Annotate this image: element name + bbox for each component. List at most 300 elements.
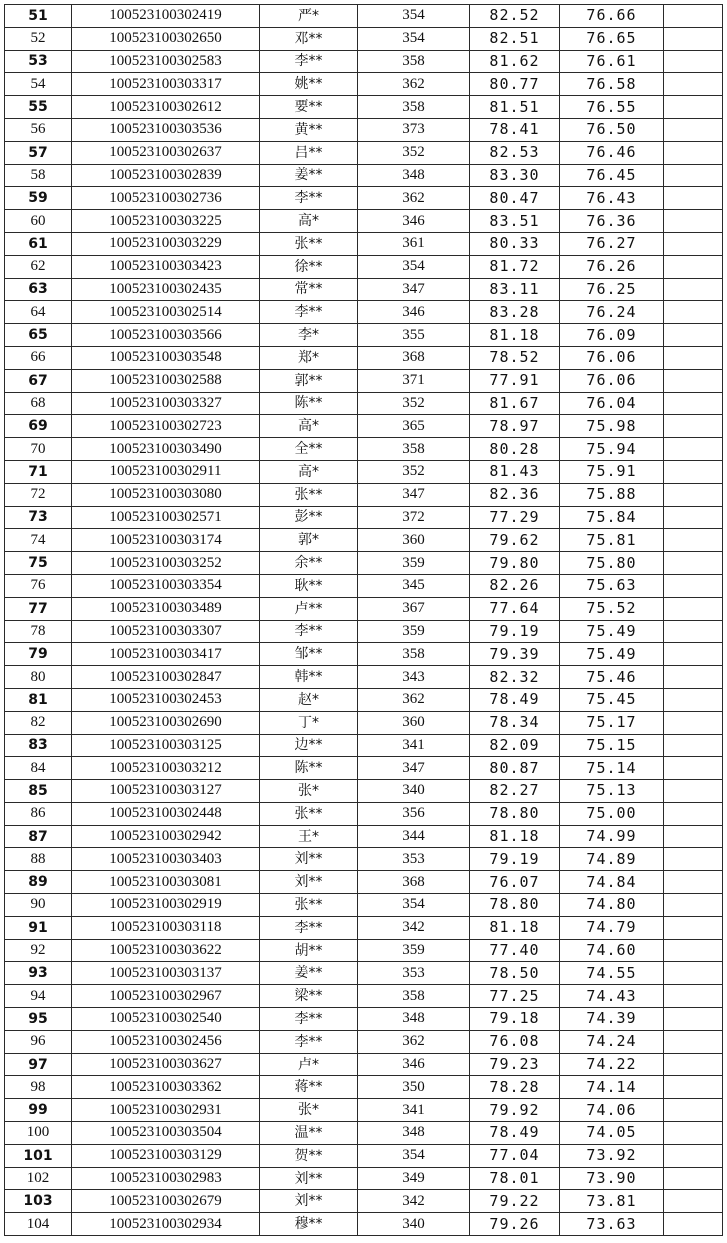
table-row [5, 73, 723, 96]
interview-score-cell: 78.28 [470, 1076, 560, 1099]
table-row [5, 1213, 723, 1236]
table-row [5, 346, 723, 369]
table-row [5, 1053, 723, 1076]
candidate-name-cell: 耿** [260, 574, 358, 597]
candidate-name-cell: 张** [260, 894, 358, 917]
remark-cell [664, 1213, 723, 1236]
candidate-name-cell: 刘** [260, 871, 358, 894]
candidate-id-cell: 100523100303354 [72, 574, 260, 597]
candidate-name-cell: 梁** [260, 985, 358, 1008]
table-row [5, 255, 723, 278]
written-score-cell: 340 [358, 1213, 470, 1236]
remark-cell [664, 597, 723, 620]
candidate-id-cell: 100523100302456 [72, 1030, 260, 1053]
candidate-id-cell: 100523100302612 [72, 96, 260, 119]
remark-cell [664, 529, 723, 552]
table-row [5, 916, 723, 939]
table-row [5, 597, 723, 620]
total-score-cell: 76.46 [560, 141, 664, 164]
remark-cell [664, 1053, 723, 1076]
remark-cell [664, 50, 723, 73]
remark-cell [664, 574, 723, 597]
interview-score-cell: 77.40 [470, 939, 560, 962]
total-score-cell: 74.99 [560, 825, 664, 848]
remark-cell [664, 711, 723, 734]
candidate-name-cell: 李** [260, 916, 358, 939]
table-row [5, 529, 723, 552]
written-score-cell: 362 [358, 688, 470, 711]
interview-score-cell: 82.52 [470, 5, 560, 28]
table-row [5, 1144, 723, 1167]
candidate-id-cell: 100523100303081 [72, 871, 260, 894]
table-row [5, 734, 723, 757]
candidate-name-cell: 高* [260, 460, 358, 483]
remark-cell [664, 187, 723, 210]
written-score-cell: 372 [358, 506, 470, 529]
interview-score-cell: 77.91 [470, 369, 560, 392]
total-score-cell: 73.81 [560, 1190, 664, 1213]
interview-score-cell: 78.41 [470, 118, 560, 141]
table-row [5, 187, 723, 210]
candidate-name-cell: 张** [260, 802, 358, 825]
candidate-id-cell: 100523100302723 [72, 415, 260, 438]
rank-cell: 89 [5, 871, 72, 894]
candidate-name-cell: 邓** [260, 27, 358, 50]
rank-cell: 53 [5, 50, 72, 73]
written-score-cell: 360 [358, 529, 470, 552]
total-score-cell: 75.49 [560, 643, 664, 666]
rank-cell: 79 [5, 643, 72, 666]
remark-cell [664, 141, 723, 164]
candidate-id-cell: 100523100302967 [72, 985, 260, 1008]
candidate-id-cell: 100523100302690 [72, 711, 260, 734]
total-score-cell: 74.39 [560, 1008, 664, 1031]
table-row [5, 574, 723, 597]
rank-cell: 65 [5, 324, 72, 347]
interview-score-cell: 78.97 [470, 415, 560, 438]
written-score-cell: 358 [358, 96, 470, 119]
candidate-id-cell: 100523100302911 [72, 460, 260, 483]
interview-score-cell: 79.26 [470, 1213, 560, 1236]
written-score-cell: 371 [358, 369, 470, 392]
candidate-id-cell: 100523100302919 [72, 894, 260, 917]
total-score-cell: 75.13 [560, 780, 664, 803]
candidate-id-cell: 100523100303423 [72, 255, 260, 278]
table-row [5, 939, 723, 962]
total-score-cell: 75.00 [560, 802, 664, 825]
candidate-name-cell: 胡** [260, 939, 358, 962]
table-row [5, 301, 723, 324]
written-score-cell: 346 [358, 301, 470, 324]
rank-cell: 99 [5, 1099, 72, 1122]
remark-cell [664, 346, 723, 369]
total-score-cell: 75.14 [560, 757, 664, 780]
total-score-cell: 76.50 [560, 118, 664, 141]
table-body [5, 5, 723, 1236]
table-row [5, 50, 723, 73]
remark-cell [664, 1099, 723, 1122]
interview-score-cell: 82.51 [470, 27, 560, 50]
rank-cell: 93 [5, 962, 72, 985]
remark-cell [664, 620, 723, 643]
written-score-cell: 358 [358, 985, 470, 1008]
remark-cell [664, 5, 723, 28]
total-score-cell: 74.79 [560, 916, 664, 939]
remark-cell [664, 894, 723, 917]
remark-cell [664, 825, 723, 848]
rank-cell: 95 [5, 1008, 72, 1031]
rank-cell: 86 [5, 802, 72, 825]
candidate-id-cell: 100523100303417 [72, 643, 260, 666]
rank-cell: 104 [5, 1213, 72, 1236]
interview-score-cell: 78.01 [470, 1167, 560, 1190]
remark-cell [664, 871, 723, 894]
interview-score-cell: 80.77 [470, 73, 560, 96]
candidate-id-cell: 100523100303174 [72, 529, 260, 552]
rank-cell: 68 [5, 392, 72, 415]
table-row [5, 666, 723, 689]
candidate-id-cell: 100523100302847 [72, 666, 260, 689]
candidate-id-cell: 100523100302448 [72, 802, 260, 825]
total-score-cell: 74.89 [560, 848, 664, 871]
candidate-id-cell: 100523100303548 [72, 346, 260, 369]
total-score-cell: 74.22 [560, 1053, 664, 1076]
candidate-id-cell: 100523100303229 [72, 232, 260, 255]
candidate-id-cell: 100523100302983 [72, 1167, 260, 1190]
written-score-cell: 348 [358, 1122, 470, 1145]
interview-score-cell: 78.49 [470, 688, 560, 711]
table-row [5, 871, 723, 894]
candidate-name-cell: 郭* [260, 529, 358, 552]
interview-score-cell: 81.18 [470, 916, 560, 939]
candidate-name-cell: 李** [260, 620, 358, 643]
total-score-cell: 76.25 [560, 278, 664, 301]
written-score-cell: 342 [358, 1190, 470, 1213]
table-row [5, 210, 723, 233]
interview-score-cell: 77.29 [470, 506, 560, 529]
remark-cell [664, 232, 723, 255]
candidate-name-cell: 李** [260, 301, 358, 324]
rank-cell: 73 [5, 506, 72, 529]
written-score-cell: 344 [358, 825, 470, 848]
candidate-id-cell: 100523100302419 [72, 5, 260, 28]
candidate-name-cell: 卢** [260, 597, 358, 620]
written-score-cell: 341 [358, 734, 470, 757]
remark-cell [664, 643, 723, 666]
remark-cell [664, 916, 723, 939]
candidate-id-cell: 100523100303566 [72, 324, 260, 347]
total-score-cell: 75.52 [560, 597, 664, 620]
interview-score-cell: 80.33 [470, 232, 560, 255]
candidate-name-cell: 李** [260, 187, 358, 210]
candidate-name-cell: 彭** [260, 506, 358, 529]
table-row [5, 1167, 723, 1190]
total-score-cell: 76.09 [560, 324, 664, 347]
written-score-cell: 362 [358, 187, 470, 210]
rank-cell: 71 [5, 460, 72, 483]
rank-cell: 103 [5, 1190, 72, 1213]
remark-cell [664, 802, 723, 825]
interview-score-cell: 79.23 [470, 1053, 560, 1076]
total-score-cell: 75.81 [560, 529, 664, 552]
interview-score-cell: 77.04 [470, 1144, 560, 1167]
total-score-cell: 75.88 [560, 483, 664, 506]
written-score-cell: 358 [358, 50, 470, 73]
remark-cell [664, 848, 723, 871]
written-score-cell: 352 [358, 392, 470, 415]
candidate-name-cell: 李** [260, 50, 358, 73]
candidate-name-cell: 卢* [260, 1053, 358, 1076]
rank-cell: 96 [5, 1030, 72, 1053]
remark-cell [664, 460, 723, 483]
remark-cell [664, 666, 723, 689]
written-score-cell: 353 [358, 848, 470, 871]
candidate-id-cell: 100523100303252 [72, 552, 260, 575]
remark-cell [664, 483, 723, 506]
total-score-cell: 76.06 [560, 369, 664, 392]
rank-cell: 55 [5, 96, 72, 119]
candidate-name-cell: 邹** [260, 643, 358, 666]
interview-score-cell: 78.52 [470, 346, 560, 369]
candidate-name-cell: 常** [260, 278, 358, 301]
written-score-cell: 368 [358, 346, 470, 369]
written-score-cell: 348 [358, 1008, 470, 1031]
rank-cell: 88 [5, 848, 72, 871]
remark-cell [664, 324, 723, 347]
candidate-name-cell: 姜** [260, 962, 358, 985]
rank-cell: 67 [5, 369, 72, 392]
table-row [5, 711, 723, 734]
rank-cell: 77 [5, 597, 72, 620]
written-score-cell: 359 [358, 939, 470, 962]
total-score-cell: 74.24 [560, 1030, 664, 1053]
remark-cell [664, 118, 723, 141]
written-score-cell: 343 [358, 666, 470, 689]
rank-cell: 74 [5, 529, 72, 552]
table-row [5, 27, 723, 50]
written-score-cell: 352 [358, 460, 470, 483]
interview-score-cell: 81.72 [470, 255, 560, 278]
candidate-name-cell: 穆** [260, 1213, 358, 1236]
rank-cell: 102 [5, 1167, 72, 1190]
written-score-cell: 354 [358, 27, 470, 50]
table-row [5, 985, 723, 1008]
table-row [5, 369, 723, 392]
total-score-cell: 75.15 [560, 734, 664, 757]
table-row [5, 232, 723, 255]
table-row [5, 506, 723, 529]
interview-score-cell: 83.11 [470, 278, 560, 301]
rank-cell: 97 [5, 1053, 72, 1076]
table-row [5, 688, 723, 711]
written-score-cell: 358 [358, 643, 470, 666]
remark-cell [664, 1008, 723, 1031]
candidate-name-cell: 丁* [260, 711, 358, 734]
candidate-id-cell: 100523100302637 [72, 141, 260, 164]
candidate-id-cell: 100523100303403 [72, 848, 260, 871]
written-score-cell: 341 [358, 1099, 470, 1122]
candidate-id-cell: 100523100302839 [72, 164, 260, 187]
candidate-id-cell: 100523100302540 [72, 1008, 260, 1031]
rank-cell: 52 [5, 27, 72, 50]
written-score-cell: 347 [358, 483, 470, 506]
remark-cell [664, 210, 723, 233]
remark-cell [664, 415, 723, 438]
table-row [5, 5, 723, 28]
table-row [5, 780, 723, 803]
written-score-cell: 340 [358, 780, 470, 803]
total-score-cell: 74.43 [560, 985, 664, 1008]
table-row [5, 438, 723, 461]
written-score-cell: 342 [358, 916, 470, 939]
rank-cell: 56 [5, 118, 72, 141]
candidate-id-cell: 100523100302942 [72, 825, 260, 848]
rank-cell: 94 [5, 985, 72, 1008]
total-score-cell: 76.36 [560, 210, 664, 233]
interview-score-cell: 80.28 [470, 438, 560, 461]
table-row [5, 1099, 723, 1122]
candidate-name-cell: 要** [260, 96, 358, 119]
written-score-cell: 367 [358, 597, 470, 620]
candidate-id-cell: 100523100302514 [72, 301, 260, 324]
candidate-id-cell: 100523100303137 [72, 962, 260, 985]
candidate-id-cell: 100523100303622 [72, 939, 260, 962]
total-score-cell: 73.92 [560, 1144, 664, 1167]
interview-score-cell: 79.18 [470, 1008, 560, 1031]
table-row [5, 825, 723, 848]
remark-cell [664, 1076, 723, 1099]
table-row [5, 962, 723, 985]
interview-score-cell: 77.64 [470, 597, 560, 620]
rank-cell: 63 [5, 278, 72, 301]
rank-cell: 51 [5, 5, 72, 28]
candidate-id-cell: 100523100303362 [72, 1076, 260, 1099]
table-row [5, 552, 723, 575]
interview-score-cell: 79.62 [470, 529, 560, 552]
total-score-cell: 75.17 [560, 711, 664, 734]
table-row [5, 1008, 723, 1031]
total-score-cell: 75.94 [560, 438, 664, 461]
table-row [5, 848, 723, 871]
rank-cell: 66 [5, 346, 72, 369]
candidate-name-cell: 李* [260, 324, 358, 347]
total-score-cell: 74.14 [560, 1076, 664, 1099]
remark-cell [664, 278, 723, 301]
table-row [5, 324, 723, 347]
candidate-id-cell: 100523100302934 [72, 1213, 260, 1236]
interview-score-cell: 83.28 [470, 301, 560, 324]
rank-cell: 70 [5, 438, 72, 461]
interview-score-cell: 82.36 [470, 483, 560, 506]
remark-cell [664, 688, 723, 711]
candidate-name-cell: 王* [260, 825, 358, 848]
candidate-name-cell: 刘** [260, 1190, 358, 1213]
rank-cell: 91 [5, 916, 72, 939]
candidate-id-cell: 100523100303317 [72, 73, 260, 96]
rank-cell: 54 [5, 73, 72, 96]
total-score-cell: 74.06 [560, 1099, 664, 1122]
candidate-id-cell: 100523100303536 [72, 118, 260, 141]
written-score-cell: 347 [358, 278, 470, 301]
candidate-id-cell: 100523100303080 [72, 483, 260, 506]
written-score-cell: 345 [358, 574, 470, 597]
candidate-id-cell: 100523100302736 [72, 187, 260, 210]
table-row [5, 460, 723, 483]
candidate-id-cell: 100523100303118 [72, 916, 260, 939]
written-score-cell: 354 [358, 894, 470, 917]
rank-cell: 83 [5, 734, 72, 757]
remark-cell [664, 96, 723, 119]
interview-score-cell: 81.18 [470, 825, 560, 848]
written-score-cell: 347 [358, 757, 470, 780]
total-score-cell: 74.84 [560, 871, 664, 894]
candidate-name-cell: 全** [260, 438, 358, 461]
rank-cell: 98 [5, 1076, 72, 1099]
table-row [5, 1030, 723, 1053]
rank-cell: 78 [5, 620, 72, 643]
candidate-name-cell: 李** [260, 1008, 358, 1031]
total-score-cell: 76.26 [560, 255, 664, 278]
total-score-cell: 75.80 [560, 552, 664, 575]
written-score-cell: 354 [358, 255, 470, 278]
written-score-cell: 348 [358, 164, 470, 187]
table-row [5, 620, 723, 643]
candidate-name-cell: 陈** [260, 757, 358, 780]
total-score-cell: 73.90 [560, 1167, 664, 1190]
score-sheet [4, 4, 722, 1236]
table-row [5, 118, 723, 141]
candidate-name-cell: 蒋** [260, 1076, 358, 1099]
candidate-name-cell: 高* [260, 210, 358, 233]
candidate-id-cell: 100523100303212 [72, 757, 260, 780]
candidate-name-cell: 郑* [260, 346, 358, 369]
candidate-name-cell: 赵* [260, 688, 358, 711]
written-score-cell: 359 [358, 620, 470, 643]
interview-score-cell: 81.18 [470, 324, 560, 347]
remark-cell [664, 1167, 723, 1190]
candidate-name-cell: 温** [260, 1122, 358, 1145]
remark-cell [664, 27, 723, 50]
table-row [5, 392, 723, 415]
total-score-cell: 75.98 [560, 415, 664, 438]
written-score-cell: 346 [358, 1053, 470, 1076]
written-score-cell: 362 [358, 73, 470, 96]
candidate-name-cell: 李** [260, 1030, 358, 1053]
candidate-id-cell: 100523100303327 [72, 392, 260, 415]
total-score-cell: 75.46 [560, 666, 664, 689]
rank-cell: 62 [5, 255, 72, 278]
remark-cell [664, 1030, 723, 1053]
total-score-cell: 75.49 [560, 620, 664, 643]
interview-score-cell: 81.51 [470, 96, 560, 119]
candidate-id-cell: 100523100303127 [72, 780, 260, 803]
candidate-name-cell: 郭** [260, 369, 358, 392]
written-score-cell: 360 [358, 711, 470, 734]
total-score-cell: 76.45 [560, 164, 664, 187]
ranking-table [4, 4, 723, 1236]
candidate-id-cell: 100523100303489 [72, 597, 260, 620]
rank-cell: 69 [5, 415, 72, 438]
table-row [5, 757, 723, 780]
candidate-name-cell: 韩** [260, 666, 358, 689]
candidate-id-cell: 100523100302583 [72, 50, 260, 73]
rank-cell: 100 [5, 1122, 72, 1145]
table-row [5, 483, 723, 506]
candidate-id-cell: 100523100303307 [72, 620, 260, 643]
candidate-id-cell: 100523100302931 [72, 1099, 260, 1122]
written-score-cell: 349 [358, 1167, 470, 1190]
table-row [5, 802, 723, 825]
